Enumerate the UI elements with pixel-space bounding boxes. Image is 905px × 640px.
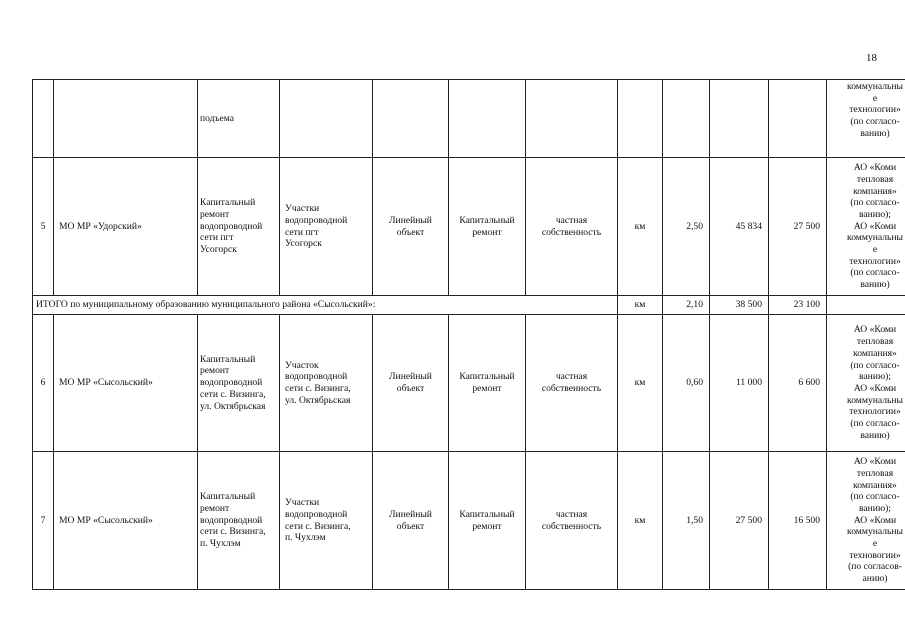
cost-total-cell: 27 500 [710,452,769,590]
partner-cell-line: тепловая [856,467,894,479]
object-kind-cell [373,80,449,158]
municipality-cell: МО МР «Удорский» [54,158,198,296]
cost-part-cell: 16 500 [769,452,827,590]
object-kind-cell-line: Линейный [389,371,432,383]
row-number-cell: 5 [33,158,54,296]
object-cell [280,80,373,158]
object-cell-line: Усогорск [285,238,322,250]
project-name-cell-line: сети пгт [200,232,234,244]
partner-cell-line: АО «Коми [853,514,897,526]
partner-cell-line: (по согласо- [850,267,900,279]
ownership-cell [526,315,618,452]
project-name-cell-line: Усогорск [200,244,237,256]
object-kind-cell-line: объект [396,520,425,532]
partner-cell-line: (по согласо- [850,491,900,503]
project-name-cell-line: Капитальный [200,353,256,365]
partner-cell-line: технологии» [849,406,901,418]
partner-cell [827,80,905,158]
partner-cell-line: ванию); [859,208,891,220]
cost-part-cell: 23 100 [769,296,827,315]
work-type-cell [449,158,526,296]
project-name-cell-line: ремонт [200,365,230,377]
partner-cell-line: е [872,92,878,104]
work-type-cell-line: Капитальный [459,508,515,520]
cost-part-cell: 6 600 [769,315,827,452]
municipality-cell [54,80,198,158]
unit-cell [618,80,663,158]
unit-cell: км [618,315,663,452]
object-kind-cell-line: Линейный [389,214,432,226]
row-number-cell [33,80,54,158]
partner-cell-line: ванию); [859,502,891,514]
partner-cell-line: тепловая [856,173,894,185]
partner-cell-line: (по согласо- [850,116,900,128]
cost-part-cell: 27 500 [769,158,827,296]
table-row [33,158,905,296]
partner-cell-line: ванию); [859,371,891,383]
object-kind-cell-line: Линейный [389,508,432,520]
partner-cell-line: (по согласов- [848,561,902,573]
object-cell [280,158,373,296]
partner-cell-line: (по согласо- [850,359,900,371]
row-number-cell: 6 [33,315,54,452]
ownership-cell-line: частная [555,508,588,520]
object-cell-line: ул. Октябрьская [285,394,351,406]
partner-cell-line: технологии» [849,255,901,267]
object-kind-cell-line: объект [396,226,425,238]
object-cell-line: Участки [285,203,320,215]
project-name-cell-line: подъема [200,112,235,124]
partner-cell-line: е [872,244,878,256]
project-name-cell-line: Капитальный [200,491,256,503]
partner-cell-line: АО «Коми [853,456,897,468]
project-name-cell-line: ул. Октябрьская [200,400,266,412]
object-cell [280,315,373,452]
project-name-cell-line: сети с. Визинга, [200,526,266,538]
length-cell: 1,50 [663,452,710,590]
total-label: ИТОГО по муниципальному образованию муниципального района «Сысольский»: [33,296,618,315]
object-cell-line: водопроводной [285,214,348,226]
table-row [33,315,905,452]
work-type-cell-line: ремонт [472,520,502,532]
ownership-cell-line: частная [555,371,588,383]
partner-cell [827,452,905,590]
work-type-cell [449,452,526,590]
page-number: 18 [866,52,877,64]
object-kind-cell [373,315,449,452]
object-kind-cell [373,158,449,296]
project-name-cell-line: ремонт [200,502,230,514]
work-type-cell [449,315,526,452]
ownership-cell-line: частная [555,214,588,226]
partner-cell-line: АО «Коми [853,324,897,336]
partner-cell-line: тепловая [856,336,894,348]
project-name-cell [198,315,280,452]
work-type-cell-line: Капитальный [459,214,515,226]
partner-cell-line: техновогии» [849,549,901,561]
cost-total-cell [710,80,769,158]
ownership-cell-line: собственность [541,520,602,532]
partner-cell-line: АО «Коми [853,220,897,232]
object-cell-line: Участок [285,359,319,371]
project-name-cell-line: водопроводной [200,514,263,526]
work-type-cell-line: Капитальный [459,371,515,383]
object-cell-line: сети пгт [285,226,319,238]
partner-cell-line: ванию) [860,279,890,291]
municipality-cell: МО МР «Сысольский» [54,315,198,452]
object-cell-line: сети с. Визинга, [285,383,351,394]
unit-cell: км [618,452,663,590]
partner-cell-line: ванию) [860,429,890,441]
partner-cell [827,296,905,315]
partner-cell-line: (по согласо- [850,418,900,430]
length-cell: 2,10 [663,296,710,315]
project-name-cell [198,80,280,158]
partner-cell-line: коммунальны [847,526,903,538]
cost-part-cell [769,80,827,158]
partner-cell-line: ванию) [860,127,890,139]
ownership-cell-line: собственность [541,383,602,394]
table-row [33,80,905,158]
ownership-cell [526,80,618,158]
partner-cell-line: компания» [853,185,897,197]
object-cell-line: Участки [285,497,320,509]
project-name-cell-line: сети с. Визинга, [200,388,266,400]
row-number-cell: 7 [33,452,54,590]
project-name-cell-line: п. Чухлэм [200,538,241,550]
partner-cell-line: (по согласо- [850,197,900,209]
partner-cell-line: е [872,538,878,550]
data-table [32,79,905,590]
project-name-cell [198,158,280,296]
work-type-cell [449,80,526,158]
unit-cell: км [618,296,663,315]
partner-cell-line: коммунальны [847,394,903,406]
length-cell [663,80,710,158]
project-name-cell-line: водопроводной [200,220,263,232]
object-cell-line: водопроводной [285,371,348,383]
length-cell: 0,60 [663,315,710,452]
project-name-cell-line: ремонт [200,208,230,220]
object-cell [280,452,373,590]
object-kind-cell [373,452,449,590]
cost-total-cell: 38 500 [710,296,769,315]
partner-cell [827,158,905,296]
object-cell-line: сети с. Визинга, [285,520,351,532]
work-type-cell-line: ремонт [472,226,502,238]
partner-cell-line: коммунальны [847,232,903,244]
partner-cell-line: анию) [862,573,888,585]
partner-cell-line: АО «Коми [853,162,897,174]
ownership-cell [526,452,618,590]
cost-total-cell: 45 834 [710,158,769,296]
unit-cell: км [618,158,663,296]
table-row [33,452,905,590]
partner-cell-line: компания» [853,479,897,491]
project-name-cell [198,452,280,590]
partner-cell [827,315,905,452]
ownership-cell [526,158,618,296]
object-cell-line: водопроводной [285,508,348,520]
work-type-cell-line: ремонт [472,383,502,394]
partner-cell-line: коммунальны [847,81,903,92]
partner-cell-line: компания» [853,347,897,359]
partner-cell-line: технологии» [849,104,901,116]
length-cell: 2,50 [663,158,710,296]
municipality-cell: МО МР «Сысольский» [54,452,198,590]
partner-cell-line: АО «Коми [853,383,897,394]
project-name-cell-line: водопроводной [200,377,263,389]
total-row [33,296,905,315]
object-cell-line: п. Чухлэм [285,532,326,544]
ownership-cell-line: собственность [541,226,602,238]
object-kind-cell-line: объект [396,383,425,394]
cost-total-cell: 11 000 [710,315,769,452]
project-name-cell-line: Капитальный [200,197,256,209]
